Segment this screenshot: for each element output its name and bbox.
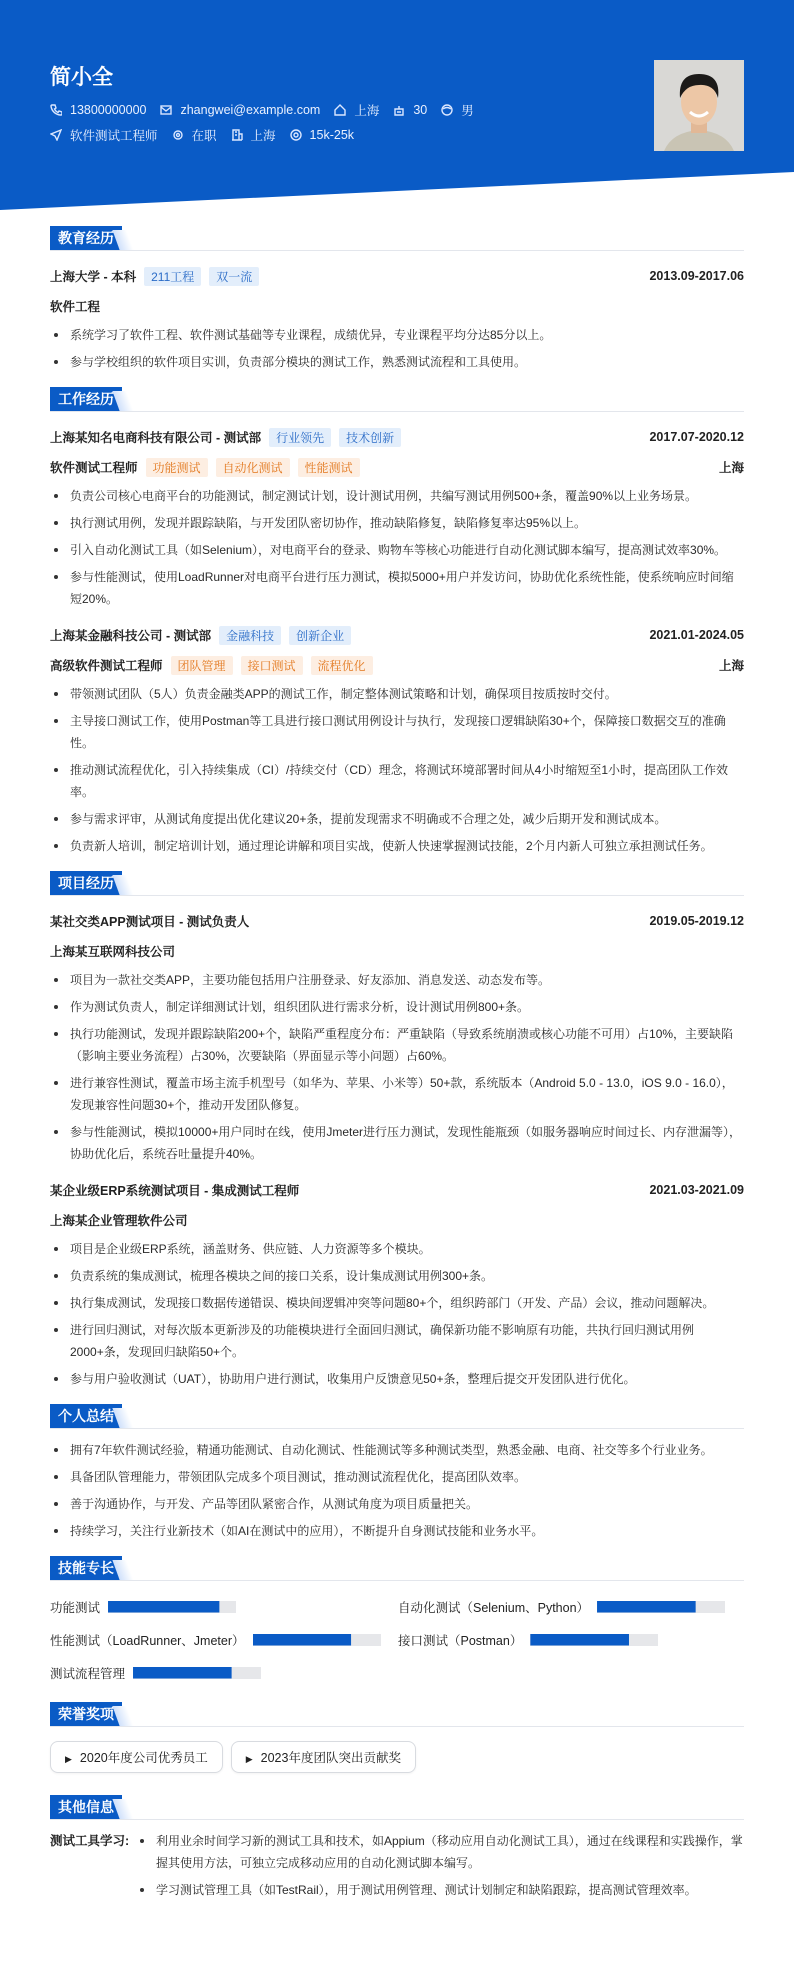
job-title-group — [50, 626, 351, 645]
list-item: 具备团队管理能力，带领团队完成多个项目测试，推动测试流程优化，提高团队效率。 — [50, 1466, 744, 1488]
contact-item — [160, 103, 320, 117]
contact-item — [172, 126, 217, 144]
list-item: 进行回归测试，对每次版本更新涉及的功能模块进行全面回归测试，确保新功能不影响原有功能，共执行回归测试用例2000+条，发现回归缺陷50+个。 — [50, 1319, 744, 1363]
mail-icon — [160, 104, 172, 116]
send-icon — [50, 129, 62, 141]
section-title: 技能专长 — [50, 1556, 122, 1580]
section-title: 个人总结 — [50, 1404, 122, 1428]
tag: 行业领先 — [269, 428, 331, 447]
education-section — [50, 226, 744, 373]
skill-item — [398, 1628, 744, 1651]
other-label: 测试工具学习: — [50, 1834, 130, 1848]
work-section — [50, 387, 744, 857]
status-icon — [172, 129, 184, 141]
gender-icon — [441, 104, 453, 116]
award-text: 2020年度公司优秀员工 — [79, 1751, 208, 1765]
skill-tag: 接口测试 — [241, 656, 303, 675]
date: 2017.07-2020.12 — [649, 430, 744, 444]
list-item: 参与用户验收测试（UAT），协助用户进行测试，收集用户反馈意见50+条，整理后提交开发团队进行优化。 — [50, 1368, 744, 1390]
section-title: 工作经历 — [50, 387, 122, 411]
list-item: 负责公司核心电商平台的功能测试，制定测试计划，设计测试用例，共编写测试用例500+条，覆盖90%以上业务场景。 — [50, 485, 744, 507]
intention-row — [50, 126, 368, 144]
list-item: 负责系统的集成测试，梳理各模块之间的接口关系，设计集成测试用例300+条。 — [50, 1265, 744, 1287]
phone-icon — [50, 104, 62, 116]
list-item: 项目是企业级ERP系统，涵盖财务、供应链、人力资源等多个模块。 — [50, 1238, 744, 1260]
city: 上海 — [718, 659, 744, 673]
skill-name: 接口测试（Postman） — [398, 1633, 523, 1648]
list-item: 持续学习，关注行业新技术（如AI在测试中的应用），不断提升自身测试技能和业务水平。 — [50, 1520, 744, 1542]
contact-text: zhangwei@example.com — [180, 103, 321, 117]
skill-name: 自动化测试（Selenium、Python） — [398, 1600, 590, 1615]
skill-level-fill — [597, 1601, 696, 1613]
project-header — [50, 1175, 744, 1205]
project-entry — [50, 906, 744, 1165]
tag: 创新企业 — [289, 626, 351, 645]
tag: 双一流 — [209, 267, 259, 286]
skill-level-bar — [597, 1601, 725, 1613]
tag: 金融科技 — [219, 626, 281, 645]
tag: 211工程 — [144, 267, 201, 286]
list-item: 系统学习了软件工程、软件测试基础等专业课程，成绩优异，专业课程平均分达85分以上。 — [50, 324, 744, 346]
job-header — [50, 620, 744, 650]
other-section — [50, 1795, 744, 1906]
role-group — [50, 656, 373, 675]
skill-name: 性能测试（LoadRunner、Jmeter） — [50, 1633, 245, 1648]
list-item: 参与需求评审，从测试角度提出优化建议20+条，提前发现需求不明确或不合理之处，减少后期开发和测试成本。 — [50, 808, 744, 830]
list-item: 项目为一款社交类APP，主要功能包括用户注册登录、好友添加、消息发送、动态发布等。 — [50, 969, 744, 991]
skill-level-bar — [133, 1667, 261, 1679]
age-icon — [393, 104, 405, 116]
skill-level-bar — [530, 1634, 658, 1646]
job-title-group — [50, 428, 401, 447]
company-name: 上海某知名电商科技有限公司 - 测试部 — [50, 431, 262, 445]
contact-text: 30 — [413, 103, 428, 117]
bullet-list — [50, 485, 744, 610]
award-text: 2023年度团队突出贡献奖 — [260, 1751, 401, 1765]
date: 2021.03-2021.09 — [649, 1183, 744, 1197]
skill-item — [50, 1628, 398, 1651]
project-company-row — [50, 936, 744, 966]
contact-item — [50, 103, 146, 117]
award-badge — [231, 1741, 416, 1773]
contact-text: 上海 — [250, 129, 276, 143]
skill-level-bar — [108, 1601, 236, 1613]
contact-item — [50, 126, 158, 144]
contact-item — [441, 101, 474, 119]
project-header — [50, 906, 744, 936]
list-item: 推动测试流程优化，引入持续集成（CI）/持续交付（CD）理念，将测试环境部署时间从4小时缩短至1小时，提高团队工作效率。 — [50, 759, 744, 803]
skill-tag: 性能测试 — [298, 458, 360, 477]
major: 软件工程 — [50, 300, 101, 314]
list-item: 带领测试团队（5人）负责金融类APP的测试工作，制定整体测试策略和计划，确保项目按质按时交付。 — [50, 683, 744, 705]
skill-level-fill — [133, 1667, 232, 1679]
school-name: 上海大学 - 本科 — [50, 270, 137, 284]
section-title: 教育经历 — [50, 226, 122, 250]
list-item: 负责新人培训，制定培训计划，通过理论讲解和项目实战，使新人快速掌握测试技能，2个月内新人可独立承担测试任务。 — [50, 835, 744, 857]
contact-text: 男 — [461, 104, 474, 118]
list-item: 学习测试管理工具（如TestRail），用于测试用例管理、测试计划制定和缺陷跟踪，提高测试管理效率。 — [136, 1879, 744, 1901]
bullet-list — [50, 1238, 744, 1390]
skill-item — [50, 1661, 398, 1684]
contact-item — [231, 126, 276, 144]
contact-text: 15k-25k — [309, 128, 355, 142]
bullet-list — [50, 324, 744, 373]
role: 软件测试工程师 — [50, 461, 138, 475]
role-row — [50, 452, 744, 482]
list-item: 作为测试负责人，制定详细测试计划，组织团队进行需求分析，设计测试用例800+条。 — [50, 996, 744, 1018]
salary-icon — [290, 129, 302, 141]
date: 2019.05-2019.12 — [649, 914, 744, 928]
list-item: 引入自动化测试工具（如Selenium），对电商平台的登录、购物车等核心功能进行自动化测试脚本编写，提高测试效率30%。 — [50, 539, 744, 561]
list-item: 执行测试用例，发现并跟踪缺陷，与开发团队密切协作，推动缺陷修复，缺陷修复率达95%以上。 — [50, 512, 744, 534]
skill-item — [50, 1595, 398, 1618]
skill-tag: 流程优化 — [311, 656, 373, 675]
list-item: 进行兼容性测试，覆盖市场主流手机型号（如华为、苹果、小米等）50+款，系统版本（Android 5.0 - 13.0，iOS 9.0 - 16.0），发现兼容性问题30+个，推动开发团队修复。 — [50, 1072, 744, 1116]
contact-text: 13800000000 — [70, 103, 147, 117]
contact-text: 软件测试工程师 — [70, 129, 158, 143]
candidate-name: 简小全 — [50, 66, 113, 89]
project-name: 某企业级ERP系统测试项目 - 集成测试工程师 — [50, 1184, 300, 1198]
tag: 技术创新 — [339, 428, 401, 447]
skill-tag: 团队管理 — [171, 656, 233, 675]
skills-section — [50, 1556, 744, 1688]
home-icon — [334, 104, 346, 116]
company-name: 上海某金融科技公司 - 测试部 — [50, 629, 212, 643]
role-row — [50, 650, 744, 680]
skill-tag: 功能测试 — [146, 458, 208, 477]
project-company: 上海某互联网科技公司 — [50, 945, 176, 959]
skill-level-fill — [253, 1634, 352, 1646]
skill-level-fill — [108, 1601, 219, 1613]
section-title: 其他信息 — [50, 1795, 122, 1819]
project-company: 上海某企业管理软件公司 — [50, 1214, 188, 1228]
contact-item — [290, 128, 354, 142]
project-name: 某社交类APP测试项目 - 测试负责人 — [50, 915, 250, 929]
list-item: 主导接口测试工作，使用Postman等工具进行接口测试用例设计与执行，发现接口逻辑缺陷30+个，保障接口数据交互的准确性。 — [50, 710, 744, 754]
contact-text: 在职 — [191, 129, 217, 143]
skill-tag: 自动化测试 — [216, 458, 290, 477]
date: 2013.09-2017.06 — [649, 269, 744, 283]
skill-level-fill — [530, 1634, 629, 1646]
list-item: 参与学校组织的软件项目实训，负责部分模块的测试工作，熟悉测试流程和工具使用。 — [50, 351, 744, 373]
list-item: 善于沟通协作，与开发、产品等团队紧密合作，从测试角度为项目质量把关。 — [50, 1493, 744, 1515]
list-item: 参与性能测试，使用LoadRunner对电商平台进行压力测试，模拟5000+用户并发访问，协助优化系统性能，使系统响应时间缩短20%。 — [50, 566, 744, 610]
projects-section — [50, 871, 744, 1390]
building-icon — [231, 129, 243, 141]
awards-section — [50, 1702, 744, 1781]
section-title: 荣誉奖项 — [50, 1702, 122, 1726]
skill-item — [398, 1595, 744, 1618]
bullet-list — [50, 969, 744, 1165]
list-item: 执行集成测试，发现接口数据传递错误、模块间逻辑冲突等问题80+个，组织跨部门（开发、产品）会议，推动问题解决。 — [50, 1292, 744, 1314]
section-title: 项目经历 — [50, 871, 122, 895]
contact-row — [50, 101, 488, 119]
job-header — [50, 422, 744, 452]
avatar-photo — [654, 60, 744, 151]
contact-item — [393, 103, 427, 117]
list-item: 执行功能测试，发现并跟踪缺陷200+个，缺陷严重程度分布：严重缺陷（导致系统崩溃或核心功能不可用）占10%，主要缺陷（影响主要业务流程）占30%，次要缺陷（界面显示等小问题）占60%。 — [50, 1023, 744, 1067]
contact-item — [334, 101, 379, 119]
date: 2021.01-2024.05 — [649, 628, 744, 642]
project-company-row — [50, 1205, 744, 1235]
job-entry — [50, 620, 744, 857]
skill-name: 功能测试 — [50, 1600, 101, 1615]
triangle-icon: ▶ — [65, 1754, 72, 1764]
list-item: 参与性能测试，模拟10000+用户同时在线，使用Jmeter进行压力测试，发现性能瓶颈（如服务器响应时间过长、内存泄漏等），协助优化后，系统吞吐量提升40%。 — [50, 1121, 744, 1165]
project-entry — [50, 1175, 744, 1390]
list-item: 拥有7年软件测试经验，精通功能测试、自动化测试、性能测试等多种测试类型，熟悉金融、电商、社交等多个行业业务。 — [50, 1439, 744, 1461]
job-entry — [50, 422, 744, 610]
triangle-icon: ▶ — [245, 1754, 253, 1764]
skill-name: 测试流程管理 — [50, 1666, 126, 1681]
role-group — [50, 458, 360, 477]
award-badge — [50, 1741, 223, 1773]
contact-text: 上海 — [354, 104, 380, 118]
bullet-list — [50, 683, 744, 857]
summary-section — [50, 1404, 744, 1542]
city: 上海 — [718, 461, 744, 475]
list-item: 利用业余时间学习新的测试工具和技术，如Appium（移动应用自动化测试工具），通过在线课程和实践操作，掌握其使用方法，可独立完成移动应用的自动化测试脚本编写。 — [136, 1830, 744, 1874]
skill-level-bar — [253, 1634, 381, 1646]
role: 高级软件测试工程师 — [50, 659, 163, 673]
